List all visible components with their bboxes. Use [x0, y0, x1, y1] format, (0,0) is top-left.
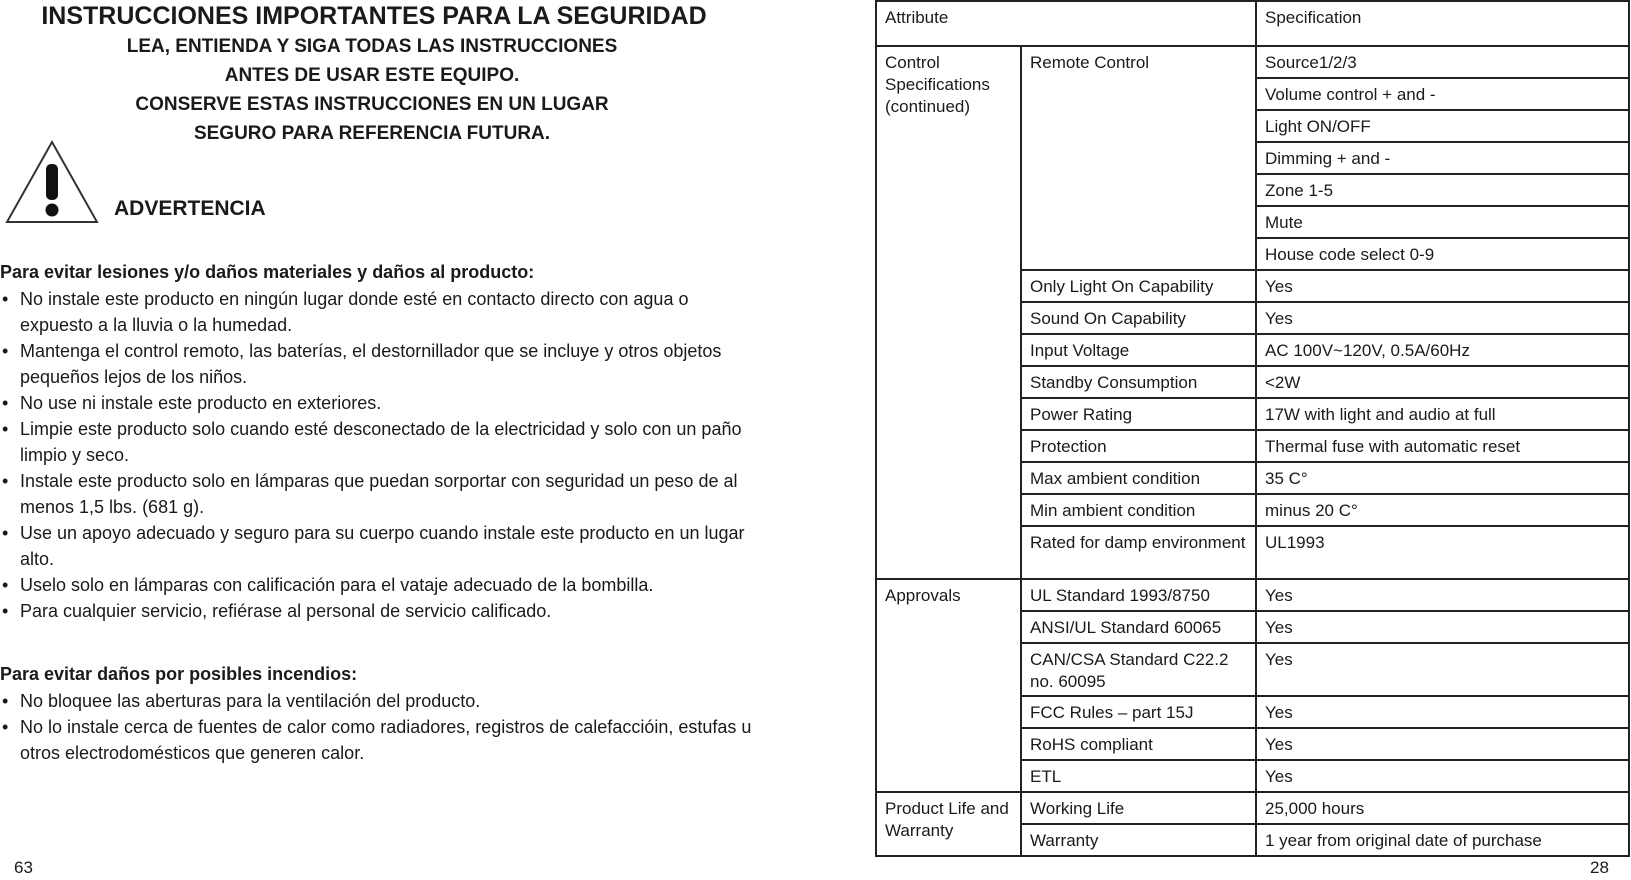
row-value: <2W [1256, 366, 1629, 398]
row-name: Min ambient condition [1021, 494, 1256, 526]
table-row [876, 46, 1629, 78]
row-name: Max ambient condition [1021, 462, 1256, 494]
row-value: Yes [1256, 643, 1629, 696]
row-value: 17W with light and audio at full [1256, 398, 1629, 430]
row-value: Yes [1256, 611, 1629, 643]
row-name: UL Standard 1993/8750 [1021, 579, 1256, 611]
warning-triangle-icon [4, 138, 100, 226]
list-item: • No bloquee las aberturas para la ventilación del producto. [0, 688, 760, 714]
row-value: Yes [1256, 760, 1629, 792]
list-item: • Limpie este producto solo cuando esté desconectado de la electricidad y solo con un paño limpio y seco. [0, 416, 760, 468]
fire-list [0, 688, 760, 766]
row-name: Rated for damp environment [1021, 526, 1256, 579]
list-item: • Uselo solo en lámparas con calificación para el vataje adecuado de la bombilla. [0, 572, 760, 598]
row-value: minus 20 C° [1256, 494, 1629, 526]
group-life-warranty: Product Life and Warranty [876, 792, 1021, 856]
row-name: Standby Consumption [1021, 366, 1256, 398]
row-name: Power Rating [1021, 398, 1256, 430]
subtitle-line: LEA, ENTIENDA Y SIGA TODAS LAS INSTRUCCIONES [126, 36, 618, 57]
table-header-row [876, 1, 1629, 46]
list-item: • Mantenga el control remoto, las baterías, el destornillador que se incluye y otros objetos pequeños lejos de los niños. [0, 338, 760, 390]
table-cell: House code select 0-9 [1256, 238, 1629, 270]
table-cell: Mute [1256, 206, 1629, 238]
page-number-left: 63 [14, 858, 33, 877]
row-value: Yes [1256, 728, 1629, 760]
list-item: • No use ni instale este producto en exteriores. [0, 390, 760, 416]
remote-control-label: Remote Control [1021, 46, 1256, 270]
row-value: Yes [1256, 579, 1629, 611]
section-heading-injury: Para evitar lesiones y/o daños materiales y daños al producto: [0, 262, 535, 282]
subtitle-line: CONSERVE ESTAS INSTRUCCIONES EN UN LUGAR [135, 94, 609, 115]
warning-label: ADVERTENCIA [114, 197, 266, 220]
table-cell: Light ON/OFF [1256, 110, 1629, 142]
section-heading-fire: Para evitar daños por posibles incendios: [0, 664, 358, 684]
specifications-table [875, 0, 1630, 857]
row-value: Yes [1256, 302, 1629, 334]
list-item: • No instale este producto en ningún lugar donde esté en contacto directo con agua o expuesto a la lluvia o la humedad. [0, 286, 760, 338]
row-value: UL1993 [1256, 526, 1629, 579]
page-title: INSTRUCCIONES IMPORTANTES PARA LA SEGURIDAD [41, 2, 707, 30]
row-value: Yes [1256, 270, 1629, 302]
row-name: CAN/CSA Standard C22.2 no. 60095 [1021, 643, 1256, 696]
row-name: FCC Rules – part 15J [1021, 696, 1256, 728]
row-value: AC 100V~120V, 0.5A/60Hz [1256, 334, 1629, 366]
row-name: Protection [1021, 430, 1256, 462]
row-name: ANSI/UL Standard 60065 [1021, 611, 1256, 643]
table-cell: Source1/2/3 [1256, 46, 1629, 78]
list-item: • Use un apoyo adecuado y seguro para su cuerpo cuando instale este producto en un lugar alto. [0, 520, 760, 572]
list-item: • No lo instale cerca de fuentes de calor como radiadores, registros de calefaccióin, estufas u otros electrodomésticos que generen calor. [0, 714, 760, 766]
page-number-right: 28 [1590, 858, 1609, 877]
row-name: Working Life [1021, 792, 1256, 824]
row-name: Input Voltage [1021, 334, 1256, 366]
table-row [876, 579, 1629, 611]
header-specification: Specification [1256, 1, 1629, 46]
row-value: 35 C° [1256, 462, 1629, 494]
subtitle-line: SEGURO PARA REFERENCIA FUTURA. [193, 123, 551, 144]
row-name: Warranty [1021, 824, 1256, 856]
row-value: Thermal fuse with automatic reset [1256, 430, 1629, 462]
row-name: Only Light On Capability [1021, 270, 1256, 302]
group-approvals: Approvals [876, 579, 1021, 792]
row-name: RoHS compliant [1021, 728, 1256, 760]
table-cell: Volume control + and - [1256, 78, 1629, 110]
header-attribute: Attribute [876, 1, 1256, 46]
list-item: • Instale este producto solo en lámparas que puedan sorportar con seguridad un peso de al menos 1,5 lbs. (681 g). [0, 468, 760, 520]
table-cell: Zone 1-5 [1256, 174, 1629, 206]
injury-list [0, 286, 760, 624]
row-value: 25,000 hours [1256, 792, 1629, 824]
subtitle-line: ANTES DE USAR ESTE EQUIPO. [224, 65, 520, 86]
table-row [876, 792, 1629, 824]
row-name: ETL [1021, 760, 1256, 792]
table-cell: Dimming + and - [1256, 142, 1629, 174]
list-item: • Para cualquier servicio, refiérase al personal de servicio calificado. [0, 598, 760, 624]
row-name: Sound On Capability [1021, 302, 1256, 334]
left-page [0, 0, 760, 880]
group-control: Control Specifications (continued) [876, 46, 1021, 579]
row-value: Yes [1256, 696, 1629, 728]
row-value: 1 year from original date of purchase [1256, 824, 1629, 856]
